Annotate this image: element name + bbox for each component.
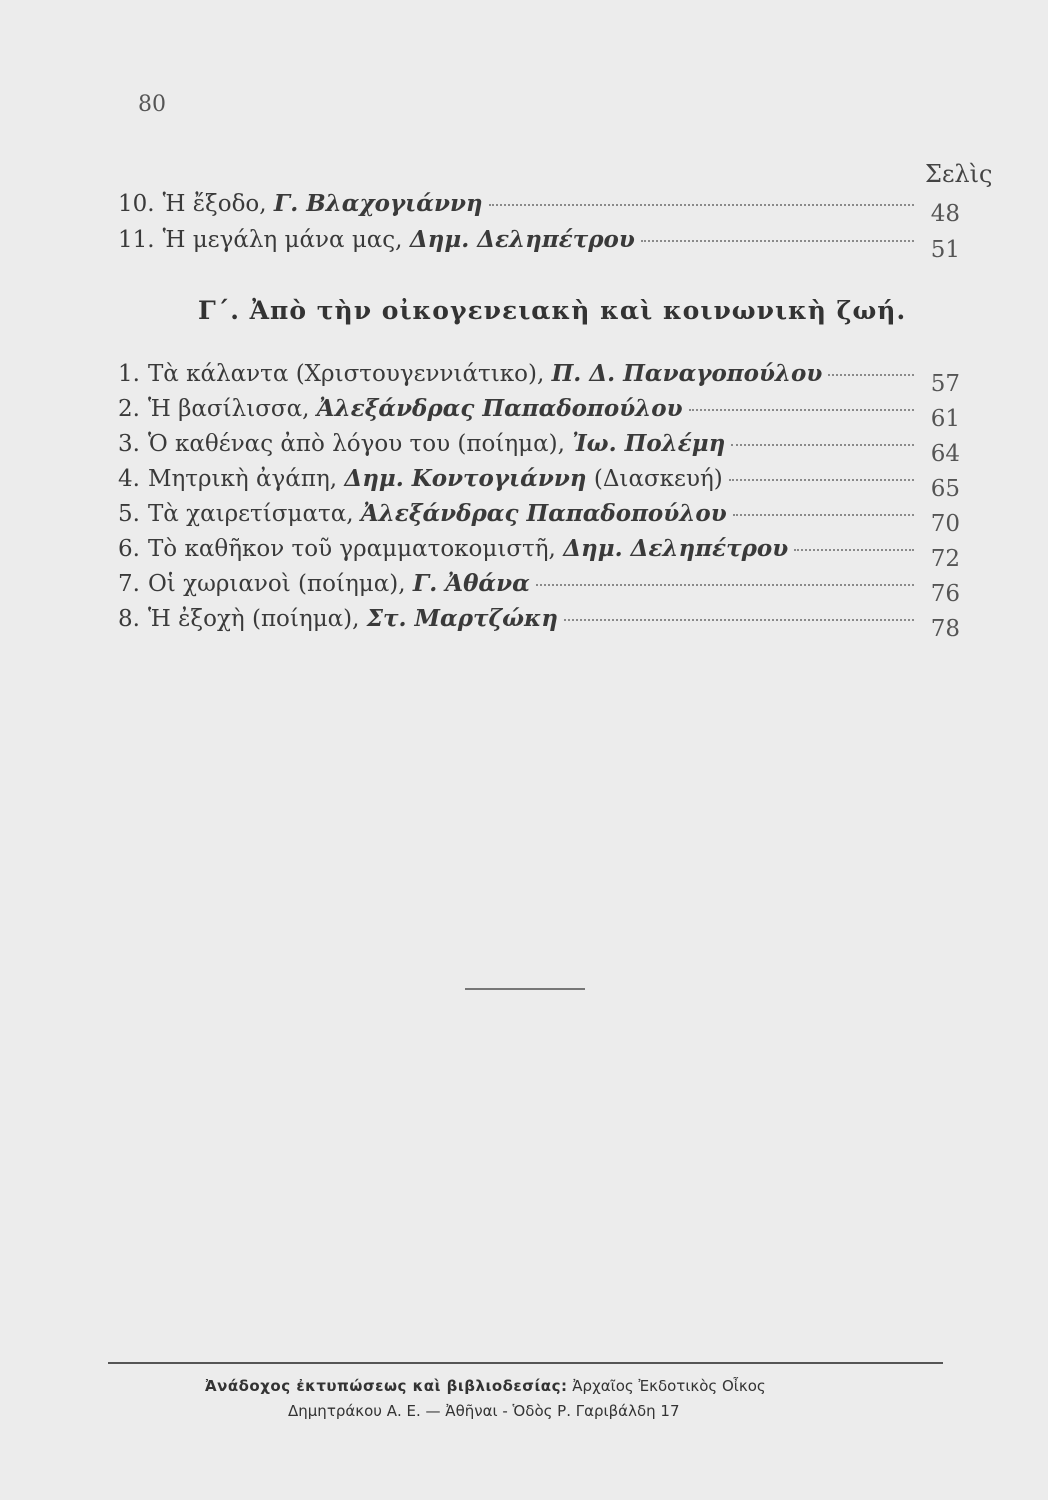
dot-leader [794, 549, 914, 551]
entry-number: 3. [118, 431, 140, 457]
entry-number: 4. [118, 466, 140, 492]
toc-entry [118, 430, 960, 467]
dot-leader [641, 240, 914, 242]
toc-entry [118, 605, 960, 642]
dot-leader [689, 409, 914, 411]
toc-entry [118, 360, 960, 397]
entry-author: Ἀλεξάνδρας Παπαδοπούλου [360, 500, 727, 527]
entry-number: 2. [118, 396, 140, 422]
entry-title [163, 226, 635, 253]
entry-title [148, 395, 683, 422]
entry-title-text: Τὰ κάλαντα (Χριστουγεννιάτικο), [147, 361, 545, 387]
entry-author: Στ. Μαρτζώκη [366, 605, 558, 632]
entry-title-text: Ἡ μεγάλη μάνα μας, [162, 227, 403, 253]
entry-number: 8. [118, 606, 140, 632]
entry-title-text: Ἡ ἐξοχὴ (ποίημα), [147, 606, 360, 632]
entry-author: Δημ. Δεληπέτρου [563, 535, 789, 562]
entry-number: 1. [118, 361, 140, 387]
entry-page: 70 [930, 511, 960, 537]
dot-leader [536, 584, 914, 586]
entry-title [148, 465, 723, 492]
entry-page: 61 [930, 406, 960, 432]
entry-title-text: Ὁ καθένας ἀπὸ λόγου του (ποίημα), [147, 431, 565, 457]
page-number: 80 [138, 92, 166, 117]
dot-leader [564, 619, 914, 621]
entry-page: 65 [930, 476, 960, 502]
toc-entry [118, 395, 960, 432]
pages-column-header: Σελὶς [925, 160, 993, 188]
toc-entry [118, 226, 960, 263]
entry-page: 64 [930, 441, 960, 467]
entry-title [148, 430, 725, 457]
entry-number: 7. [118, 571, 140, 597]
entry-number: 10. [118, 191, 155, 217]
dot-leader [733, 514, 914, 516]
entry-page: 48 [930, 201, 960, 227]
entry-page: 76 [930, 581, 960, 607]
entry-title-text: Τὰ χαιρετίσματα, [147, 501, 354, 527]
entry-page: 72 [930, 546, 960, 572]
entry-number: 5. [118, 501, 140, 527]
entry-page: 51 [930, 237, 960, 263]
entry-title-text: Τὸ καθῆκον τοῦ γραμματοκομιστῆ, [147, 536, 556, 562]
entry-title [148, 500, 727, 527]
dot-leader [828, 374, 914, 376]
entry-title [148, 570, 530, 597]
printer-credit [205, 1377, 766, 1395]
toc-entry [118, 535, 960, 572]
printer-address: Δημητράκου Α. Ε. — Ἀθῆναι - Ὁδὸς Ρ. Γαριβάλδη 17 [288, 1402, 680, 1420]
entry-page: 78 [930, 616, 960, 642]
entry-page: 57 [930, 371, 960, 397]
entry-author: Γ. Βλαχογιάννη [273, 190, 483, 217]
entry-title-text: Ἡ βασίλισσα, [147, 396, 310, 422]
entry-title-text: Μητρικὴ ἀγάπη, [147, 466, 338, 492]
toc-entry [118, 465, 960, 502]
section-heading: Γ΄. Ἀπὸ τὴν οἰκογενειακὴ καὶ κοινωνικὴ ζωή. [198, 296, 907, 325]
dot-leader [729, 479, 914, 481]
entry-suffix: (Διασκευή) [593, 466, 723, 492]
entry-author: Δημ. Δεληπέτρου [409, 226, 635, 253]
entry-author: Γ. Ἀθάνα [412, 570, 530, 597]
printer-credit-lead: Ἀνάδοχος ἐκτυπώσεως καὶ βιβλιοδεσίας: [205, 1377, 568, 1395]
dot-leader [489, 204, 914, 206]
toc-entry [118, 190, 960, 227]
entry-title [148, 360, 822, 387]
entry-title [163, 190, 483, 217]
entry-title-text: Οἱ χωριανοὶ (ποίημα), [147, 571, 406, 597]
entry-title [148, 535, 788, 562]
footer-rule [108, 1362, 943, 1364]
entry-title-text: Ἡ ἔξοδο, [162, 191, 267, 217]
section-separator [465, 988, 585, 990]
entry-number: 6. [118, 536, 140, 562]
entry-title [148, 605, 558, 632]
entry-author: Π. Δ. Παναγοπούλου [551, 360, 823, 387]
toc-entry [118, 570, 960, 607]
printer-credit-name: Ἀρχαῖος Ἐκδοτικὸς Οἶκος [572, 1377, 766, 1395]
entry-author: Ἰω. Πολέμη [572, 430, 726, 457]
dot-leader [731, 444, 914, 446]
entry-author: Ἀλεξάνδρας Παπαδοπούλου [316, 395, 683, 422]
toc-entry [118, 500, 960, 537]
entry-number: 11. [118, 227, 155, 253]
entry-author: Δημ. Κοντογιάννη [344, 465, 587, 492]
